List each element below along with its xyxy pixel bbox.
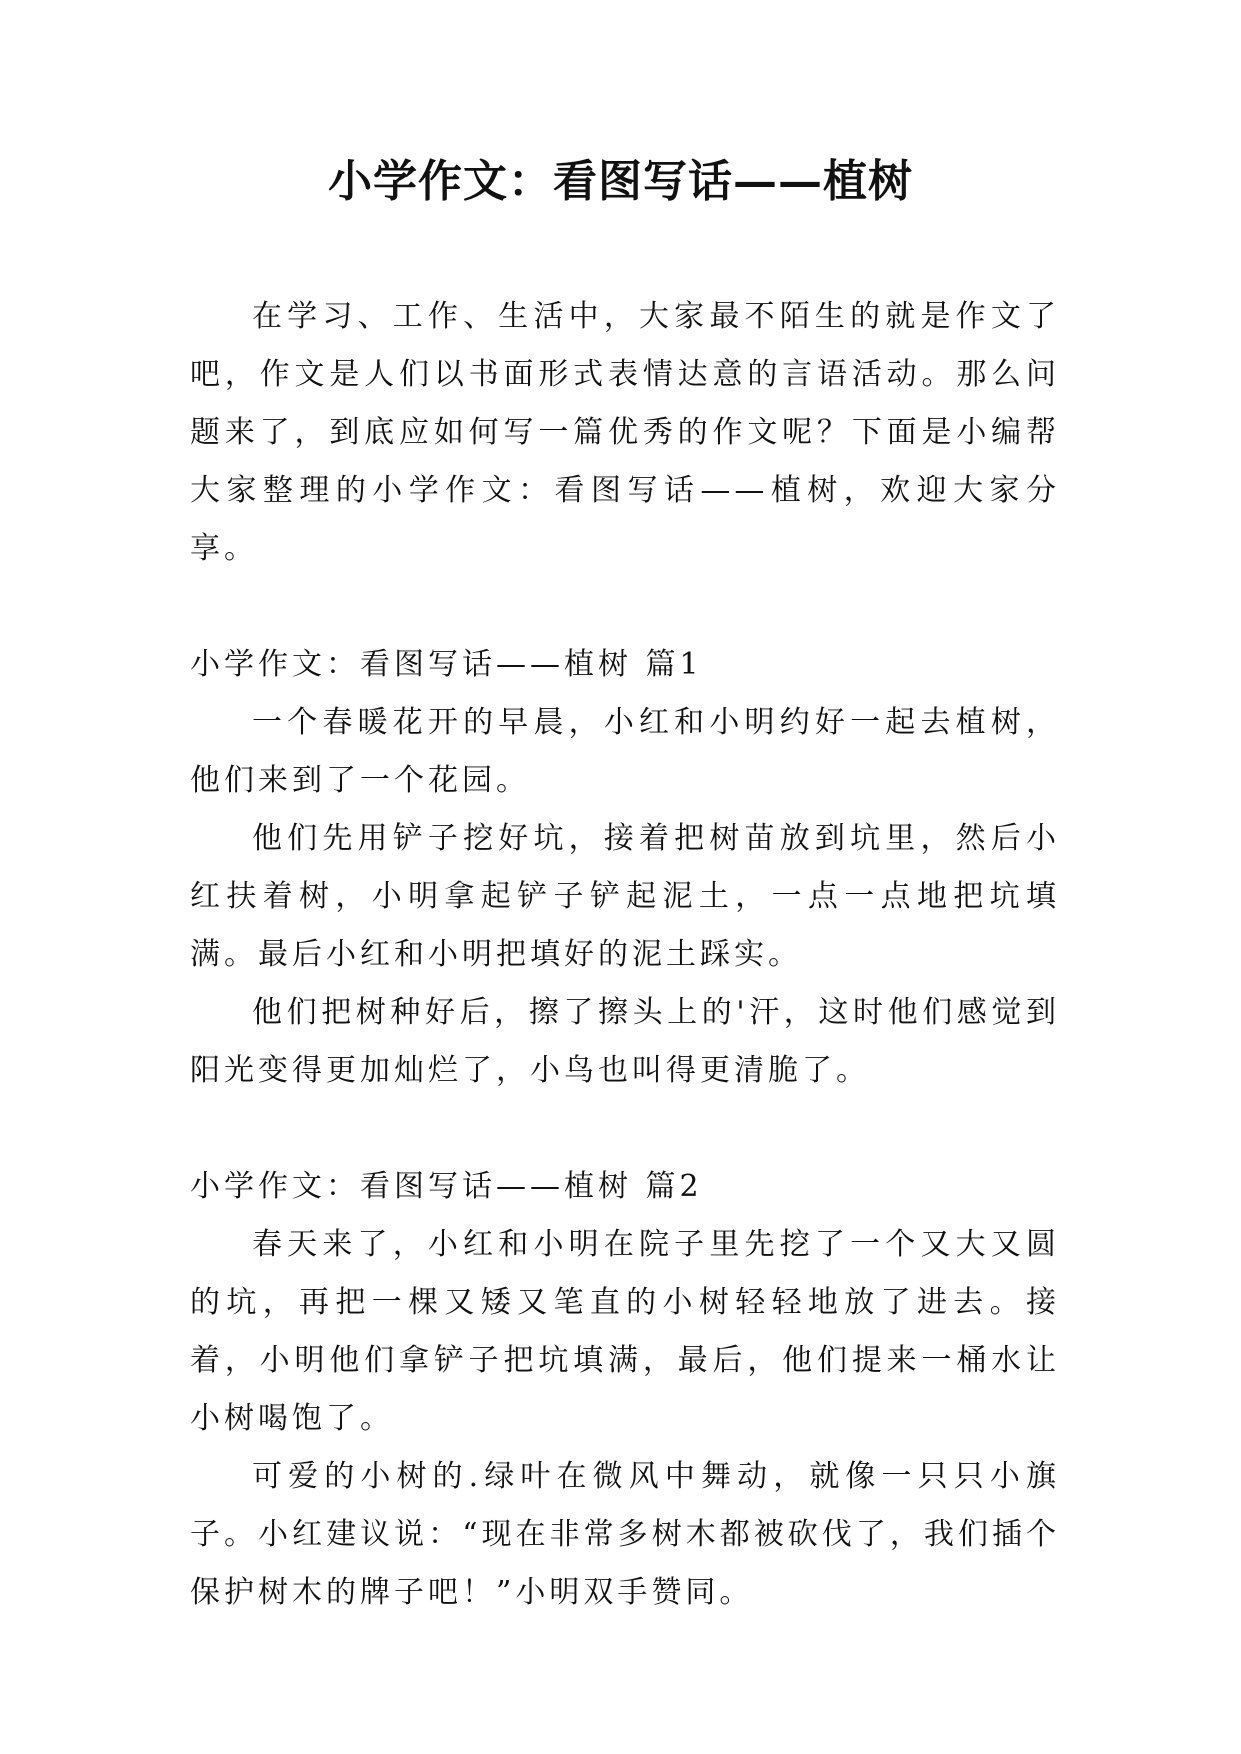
document-body	[190, 288, 1060, 1622]
section-1-paragraph-2: 他们先用铲子挖好坑，接着把树苗放到坑里，然后小红扶着树，小明拿起铲子铲起泥土，一点一点地把坑填满。最后小红和小明把填好的泥土踩实。	[190, 821, 1060, 972]
section-2-paragraph-2: 可爱的小树的.绿叶在微风中舞动，就像一只只小旗子。小红建议说：“现在非常多树木都被砍伐了，我们插个保护树木的牌子吧！”小明双手赞同。	[190, 1459, 1060, 1610]
section-2-heading: 小学作文：看图写话——植树 篇2	[190, 1169, 703, 1204]
section-1-paragraph-1: 一个春暖花开的早晨，小红和小明约好一起去植树，他们来到了一个花园。	[190, 705, 1060, 798]
section-2-paragraph-1: 春天来了，小红和小明在院子里先挖了一个又大又圆的坑，再把一棵又矮又笔直的小树轻轻地放了进去。接着，小明他们拿铲子把坑填满，最后，他们提来一桶水让小树喝饱了。	[190, 1227, 1060, 1436]
section-1-paragraph-3: 他们把树种好后，擦了擦头上的'汗，这时他们感觉到阳光变得更加灿烂了，小鸟也叫得更清脆了。	[190, 995, 1060, 1088]
section-spacer	[190, 578, 1060, 636]
section-spacer	[190, 1100, 1060, 1158]
section-1-heading: 小学作文：看图写话——植树 篇1	[190, 647, 703, 682]
intro-paragraph: 在学习、工作、生活中，大家最不陌生的就是作文了吧，作文是人们以书面形式表情达意的言语活动。那么问题来了，到底应如何写一篇优秀的作文呢？下面是小编帮大家整理的小学作文：看图写话——植树，欢迎大家分享。	[190, 299, 1060, 566]
document-title: 小学作文：看图写话——植树	[328, 156, 913, 207]
